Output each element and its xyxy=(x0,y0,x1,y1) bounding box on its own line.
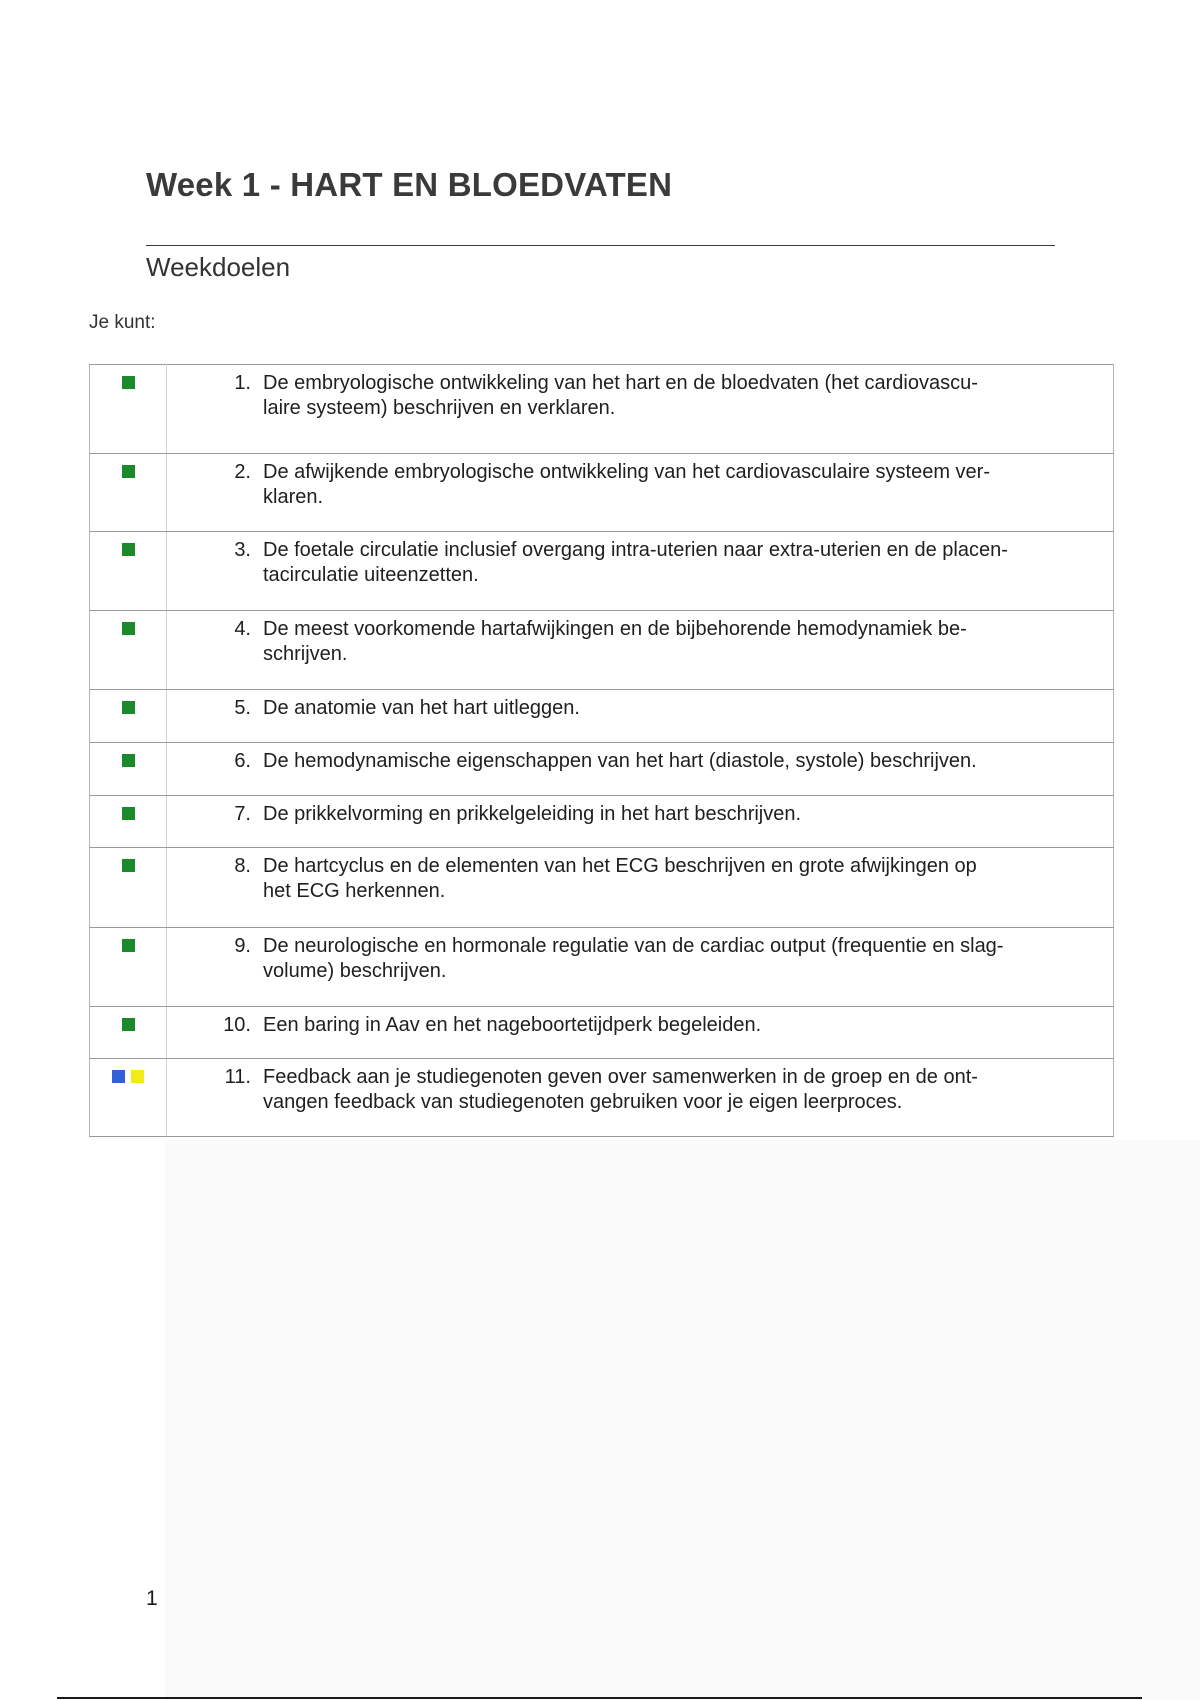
goal-row xyxy=(90,928,1114,1007)
goal-text xyxy=(263,854,1113,904)
goal-number: 8. xyxy=(234,855,251,877)
goal-text-line: volume) beschrijven. xyxy=(263,960,447,982)
goal-text-line: laire systeem) beschrijven en verklaren. xyxy=(263,397,616,419)
goal-marker-cell xyxy=(90,532,167,611)
goal-text xyxy=(263,802,1113,827)
green-square-icon xyxy=(122,1018,135,1031)
goal-marker-cell xyxy=(90,928,167,1007)
goal-text xyxy=(263,749,1113,774)
goal-text xyxy=(263,696,1113,721)
page-title: Week 1 - HART EN BLOEDVATEN xyxy=(146,166,673,203)
green-square-icon xyxy=(122,939,135,952)
goal-number: 5. xyxy=(234,697,251,719)
goal-text xyxy=(263,460,1113,510)
goal-text-line: De afwijkende embryologische ontwikkeling van het cardiovasculaire systeem ver- xyxy=(263,461,991,483)
goal-text xyxy=(263,371,1113,421)
goal-row xyxy=(90,796,1114,848)
goals-table-body xyxy=(90,365,1114,1137)
goal-row xyxy=(90,743,1114,796)
goal-row xyxy=(90,690,1114,743)
goal-text-cell xyxy=(167,454,1114,532)
goal-number: 1. xyxy=(234,372,251,394)
goal-text-line: het ECG herkennen. xyxy=(263,880,446,902)
goal-marker-cell xyxy=(90,796,167,848)
goal-marker-cell xyxy=(90,611,167,690)
goal-number: 3. xyxy=(234,539,251,561)
footer-divider xyxy=(57,1697,1142,1699)
goal-marker-cell xyxy=(90,743,167,796)
goal-number: 2. xyxy=(234,461,251,483)
goal-marker-cell xyxy=(90,848,167,928)
goal-text-line: tacirculatie uiteenzetten. xyxy=(263,564,479,586)
goal-text xyxy=(263,934,1113,984)
green-square-icon xyxy=(122,807,135,820)
goal-marker-cell xyxy=(90,1059,167,1137)
goal-row xyxy=(90,611,1114,690)
goal-number: 4. xyxy=(234,618,251,640)
goal-row xyxy=(90,365,1114,454)
goal-item xyxy=(167,802,1113,827)
goal-item xyxy=(167,617,1113,667)
goal-item xyxy=(167,371,1113,421)
green-square-icon xyxy=(122,376,135,389)
goal-text-cell xyxy=(167,743,1114,796)
goal-text-cell xyxy=(167,365,1114,454)
goal-number: 7. xyxy=(234,803,251,825)
goal-item xyxy=(167,696,1113,721)
goal-text-line: De meest voorkomende hartafwijkingen en de bijbehorende hemodynamiek be- xyxy=(263,618,967,640)
goal-row xyxy=(90,532,1114,611)
goal-item xyxy=(167,934,1113,984)
goal-text-cell xyxy=(167,1007,1114,1059)
goal-text-line: Feedback aan je studiegenoten geven over samenwerken in de groep en de ont- xyxy=(263,1066,978,1088)
goal-item xyxy=(167,1013,1113,1038)
goal-number: 11. xyxy=(224,1066,251,1088)
goal-item xyxy=(167,538,1113,588)
page-number: 1 xyxy=(146,1587,158,1610)
goal-text-cell xyxy=(167,848,1114,928)
goal-row xyxy=(90,1059,1114,1137)
goal-text-line: klaren. xyxy=(263,486,324,508)
goal-text-line: De anatomie van het hart uitleggen. xyxy=(263,697,580,719)
goal-marker-cell xyxy=(90,454,167,532)
goal-marker-cell xyxy=(90,365,167,454)
goal-text-line: De prikkelvorming en prikkelgeleiding in het hart beschrijven. xyxy=(263,803,802,825)
green-square-icon xyxy=(122,622,135,635)
goal-row xyxy=(90,848,1114,928)
yellow-square-icon xyxy=(131,1070,144,1083)
goal-text-cell xyxy=(167,796,1114,848)
goal-text-line: vangen feedback van studiegenoten gebruiken voor je eigen leerproces. xyxy=(263,1091,903,1113)
goal-text-line: De foetale circulatie inclusief overgang intra-uterien naar extra-uterien en de placen- xyxy=(263,539,1008,561)
title-divider xyxy=(146,245,1055,246)
goal-row xyxy=(90,454,1114,532)
goal-number: 9. xyxy=(234,935,251,957)
goal-text-line: Een baring in Aav en het nageboortetijdperk begeleiden. xyxy=(263,1014,762,1036)
goal-marker-cell xyxy=(90,1007,167,1059)
goal-text-cell xyxy=(167,928,1114,1007)
goal-text xyxy=(263,1013,1113,1038)
goal-item xyxy=(167,1065,1113,1115)
goal-text-cell xyxy=(167,690,1114,743)
goal-text-line: De hartcyclus en de elementen van het ECG beschrijven en grote afwijkingen op xyxy=(263,855,977,877)
green-square-icon xyxy=(122,701,135,714)
goal-item xyxy=(167,749,1113,774)
green-square-icon xyxy=(122,543,135,556)
green-square-icon xyxy=(122,859,135,872)
green-square-icon xyxy=(122,754,135,767)
goal-number: 6. xyxy=(234,750,251,772)
blue-square-icon xyxy=(112,1070,125,1083)
goal-text-line: De hemodynamische eigenschappen van het hart (diastole, systole) beschrijven. xyxy=(263,750,977,772)
goal-text-cell xyxy=(167,532,1114,611)
green-square-icon xyxy=(122,465,135,478)
goal-number: 10. xyxy=(223,1014,251,1036)
goal-row xyxy=(90,1007,1114,1059)
page-background xyxy=(165,1140,1200,1700)
goals-table xyxy=(89,364,1114,1137)
goal-text-cell xyxy=(167,1059,1114,1137)
goal-item xyxy=(167,854,1113,904)
goal-text xyxy=(263,617,1113,667)
goal-text xyxy=(263,538,1113,588)
goal-marker-cell xyxy=(90,690,167,743)
goal-item xyxy=(167,460,1113,510)
intro-text: Je kunt: xyxy=(89,312,156,333)
goal-text-line: De neurologische en hormonale regulatie van de cardiac output (frequentie en slag- xyxy=(263,935,1004,957)
goal-text-cell xyxy=(167,611,1114,690)
goal-text-line: De embryologische ontwikkeling van het hart en de bloedvaten (het cardiovascu- xyxy=(263,372,978,394)
goal-text xyxy=(263,1065,1113,1115)
section-heading: Weekdoelen xyxy=(146,252,291,282)
goal-text-line: schrijven. xyxy=(263,643,348,665)
